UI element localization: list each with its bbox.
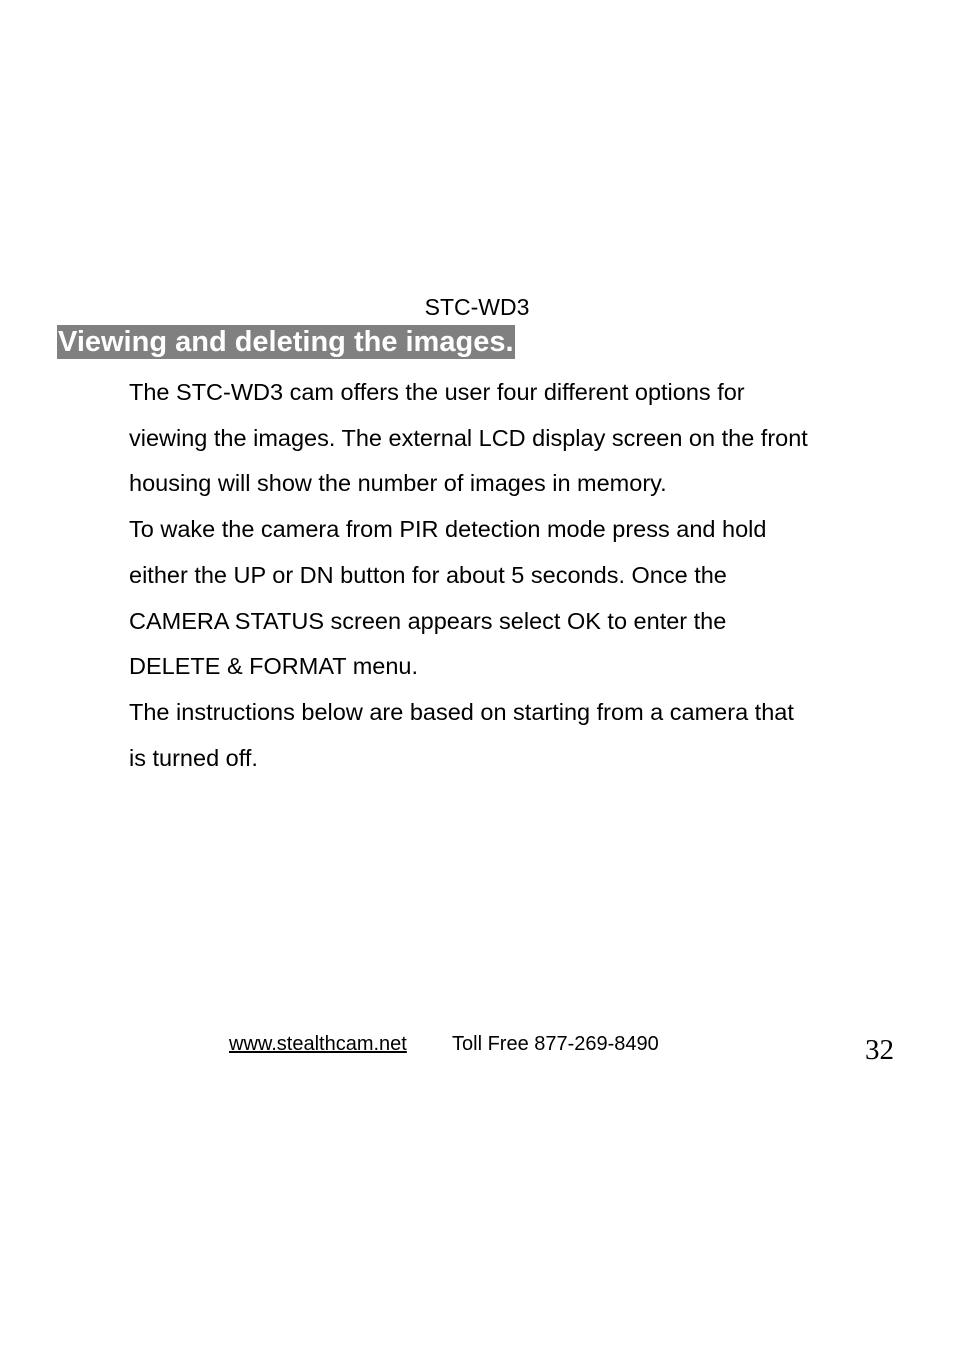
body-line: To wake the camera from PIR detection mode press and hold [129,516,767,543]
toll-free-phone: Toll Free 877-269-8490 [452,1033,659,1055]
body-line: DELETE & FORMAT menu. [129,653,419,680]
body-line: either the UP or DN button for about 5 seconds. Once the [129,561,727,588]
body-line: The STC-WD3 cam offers the user four different options for [129,379,745,405]
body-line: The instructions below are based on starting from a camera that [129,698,794,725]
body-line: CAMERA STATUS screen appears select OK to enter the [129,607,727,634]
body-line: housing will show the number of images in memory. [129,470,667,497]
website-link[interactable]: www.stealthcam.net [229,1033,407,1055]
body-text [129,370,929,781]
section-heading: Viewing and deleting the images. [58,326,514,358]
body-line: is turned off. [129,744,258,771]
model-header: STC-WD3 [424,294,530,320]
page-number: 32 [865,1034,894,1066]
body-line: viewing the images. The external LCD display screen on the front [129,424,808,451]
